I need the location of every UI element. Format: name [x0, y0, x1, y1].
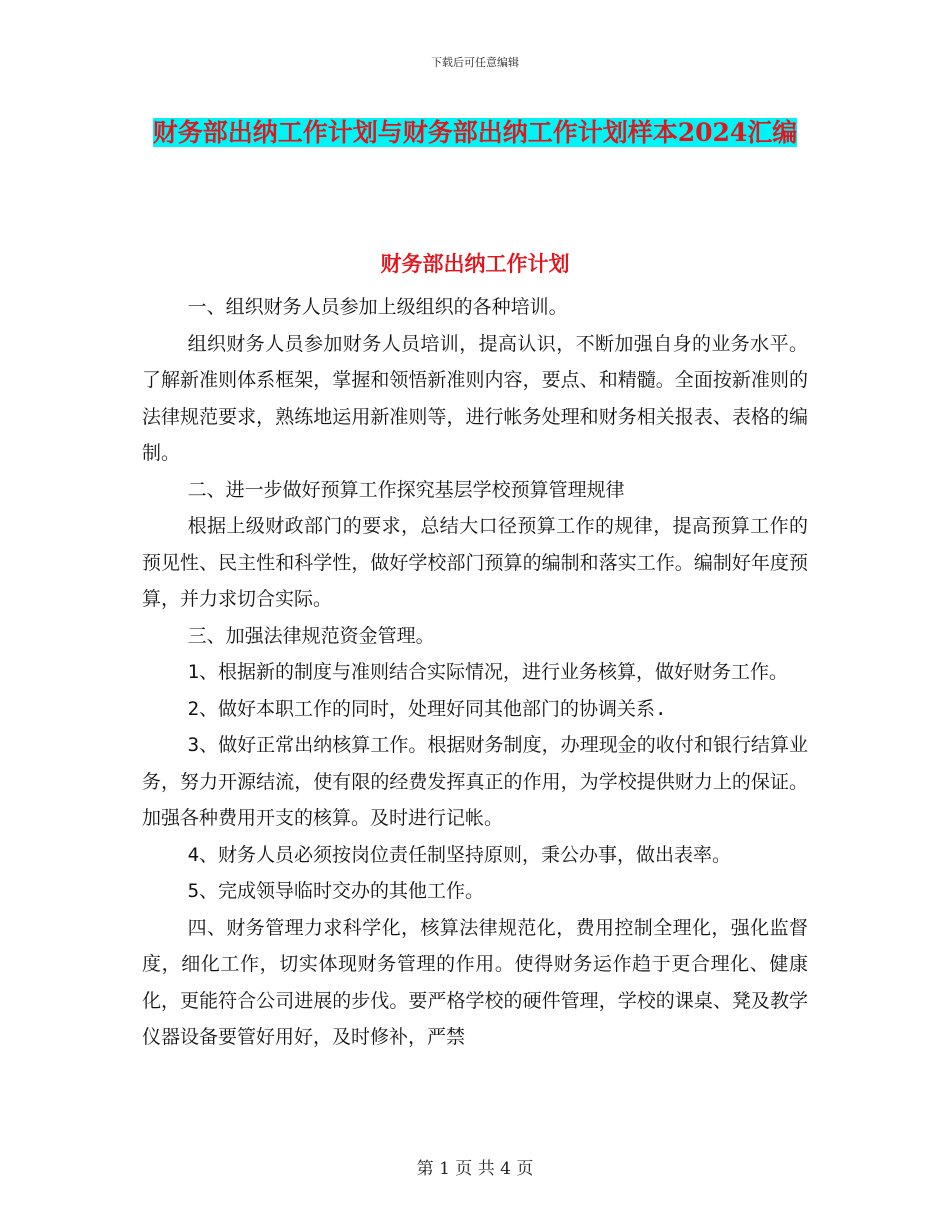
section-title: 财务部出纳工作计划: [380, 251, 570, 276]
paragraph-5: 三、加强法律规范资金管理。: [187, 624, 435, 647]
paragraph-8: 3、做好正常出纳核算工作。根据财务制度，办理现金的收付和银行结算业务，努力开源结流，使有限的经费发挥真正的作用，为学校提供财力上的保证。加强各种费用开支的核算。及时进行记帐。: [142, 734, 808, 829]
page-number: 第 1 页 共 4 页: [416, 1159, 534, 1179]
document-body: [142, 289, 808, 1056]
paragraph-9: 4、财务人员必须按岗位责任制坚持原则，秉公办事，做出表率。: [187, 843, 732, 866]
header-note: 下载后可任意编辑: [431, 56, 519, 69]
paragraph-2: 组织财务人员参加财务人员培训，提高认识，不断加强自身的业务水平。了解新准则体系框架，掌握和领悟新准则内容，要点、和精髓。全面按新准则的法律规范要求，熟练地运用新准则等，进行帐务处理和财务相关报表、表格的编制。: [142, 332, 808, 464]
paragraph-11: 四、财务管理力求科学化，核算法律规范化，费用控制全理化，强化监督度，细化工作，切实体现财务管理的作用。使得财务运作趋于更合理化、健康化，更能符合公司进展的步伐。要严格学校的硬件管理，学校的课桌、凳及教学仪器设备要管好用好，及时修补，严禁: [142, 916, 808, 1048]
paragraph-4: 根据上级财政部门的要求，总结大口径预算工作的规律，提高预算工作的预见性、民主性和科学性，做好学校部门预算的编制和落实工作。编制好年度预算，并力求切合实际。: [142, 515, 808, 610]
paragraph-3: 二、进一步做好预算工作探究基层学校预算管理规律: [187, 478, 625, 501]
paragraph-10: 5、完成领导临时交办的其他工作。: [187, 880, 485, 902]
paragraph-1: 一、组织财务人员参加上级组织的各种培训。: [187, 296, 568, 318]
document-title-text: 财务部出纳工作计划与财务部出纳工作计划样本2024汇编: [152, 118, 798, 147]
document-title: [142, 112, 808, 154]
paragraph-6: 1、根据新的制度与准则结合实际情况，进行业务核算，做好财务工作。: [187, 661, 789, 683]
paragraph-7: 2、做好本职工作的同时，处理好同其他部门的协调关系.: [187, 697, 667, 720]
